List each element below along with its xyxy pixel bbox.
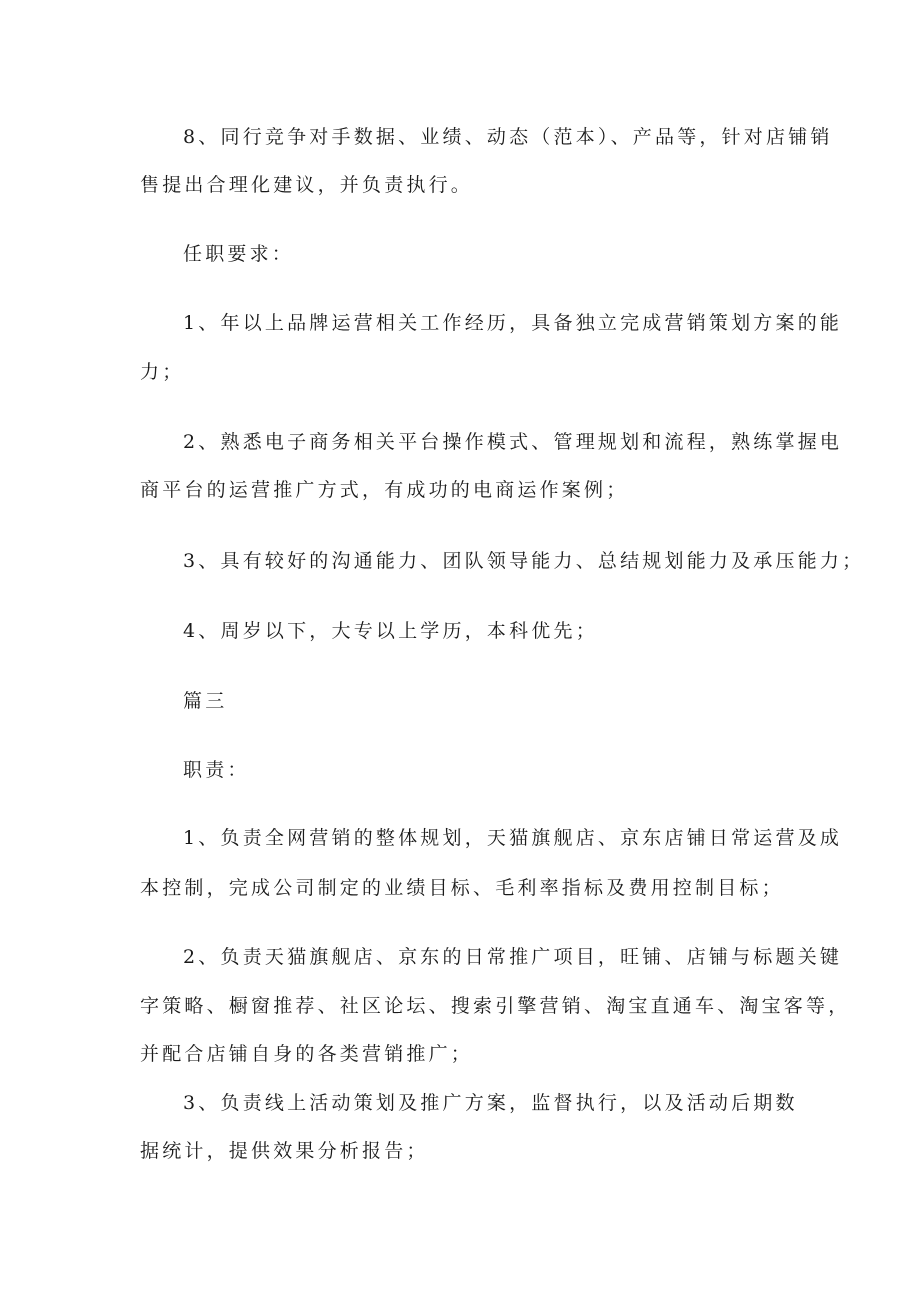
duty-3-line-2: 据统计，提供效果分析报告；	[140, 1140, 429, 1162]
duty-2-line-1: 2、负责天猫旗舰店、京东的日常推广项目，旺铺、店铺与标题关键	[183, 946, 843, 968]
paragraph-8-line-1: 8、同行竞争对手数据、业绩、动态（范本）、产品等，针对店铺销	[183, 126, 833, 148]
duty-1-line-2: 本控制，完成公司制定的业绩目标、毛利率指标及费用控制目标；	[140, 877, 784, 899]
duty-2-line-2: 字策略、橱窗推荐、社区论坛、搜索引擎营销、淘宝直通车、淘宝客等，	[140, 995, 851, 1017]
requirement-2-line-2: 商平台的运营推广方式，有成功的电商运作案例；	[140, 479, 629, 501]
requirement-2-line-1: 2、熟悉电子商务相关平台操作模式、管理规划和流程，熟练掌握电	[183, 431, 843, 453]
requirement-4: 4、周岁以下，大专以上学历，本科优先；	[183, 620, 598, 642]
duty-1-line-1: 1、负责全网营销的整体规划，天猫旗舰店、京东店铺日常运营及成	[183, 827, 843, 849]
heading-duties: 职责：	[183, 759, 250, 781]
duty-3-line-1: 3、负责线上活动策划及推广方案，监督执行，以及活动后期数	[183, 1092, 798, 1114]
requirement-1-line-2: 力；	[140, 361, 185, 383]
requirement-3: 3、具有较好的沟通能力、团队领导能力、总结规划能力及承压能力；	[183, 550, 865, 572]
requirement-1-line-1: 1、年以上品牌运营相关工作经历，具备独立完成营销策划方案的能	[183, 312, 843, 334]
duty-2-line-3: 并配合店铺自身的各类营销推广；	[140, 1043, 474, 1065]
section-title: 篇三	[183, 690, 228, 712]
paragraph-8-line-2: 售提出合理化建议，并负责执行。	[140, 174, 474, 196]
heading-requirements: 任职要求：	[183, 243, 295, 265]
